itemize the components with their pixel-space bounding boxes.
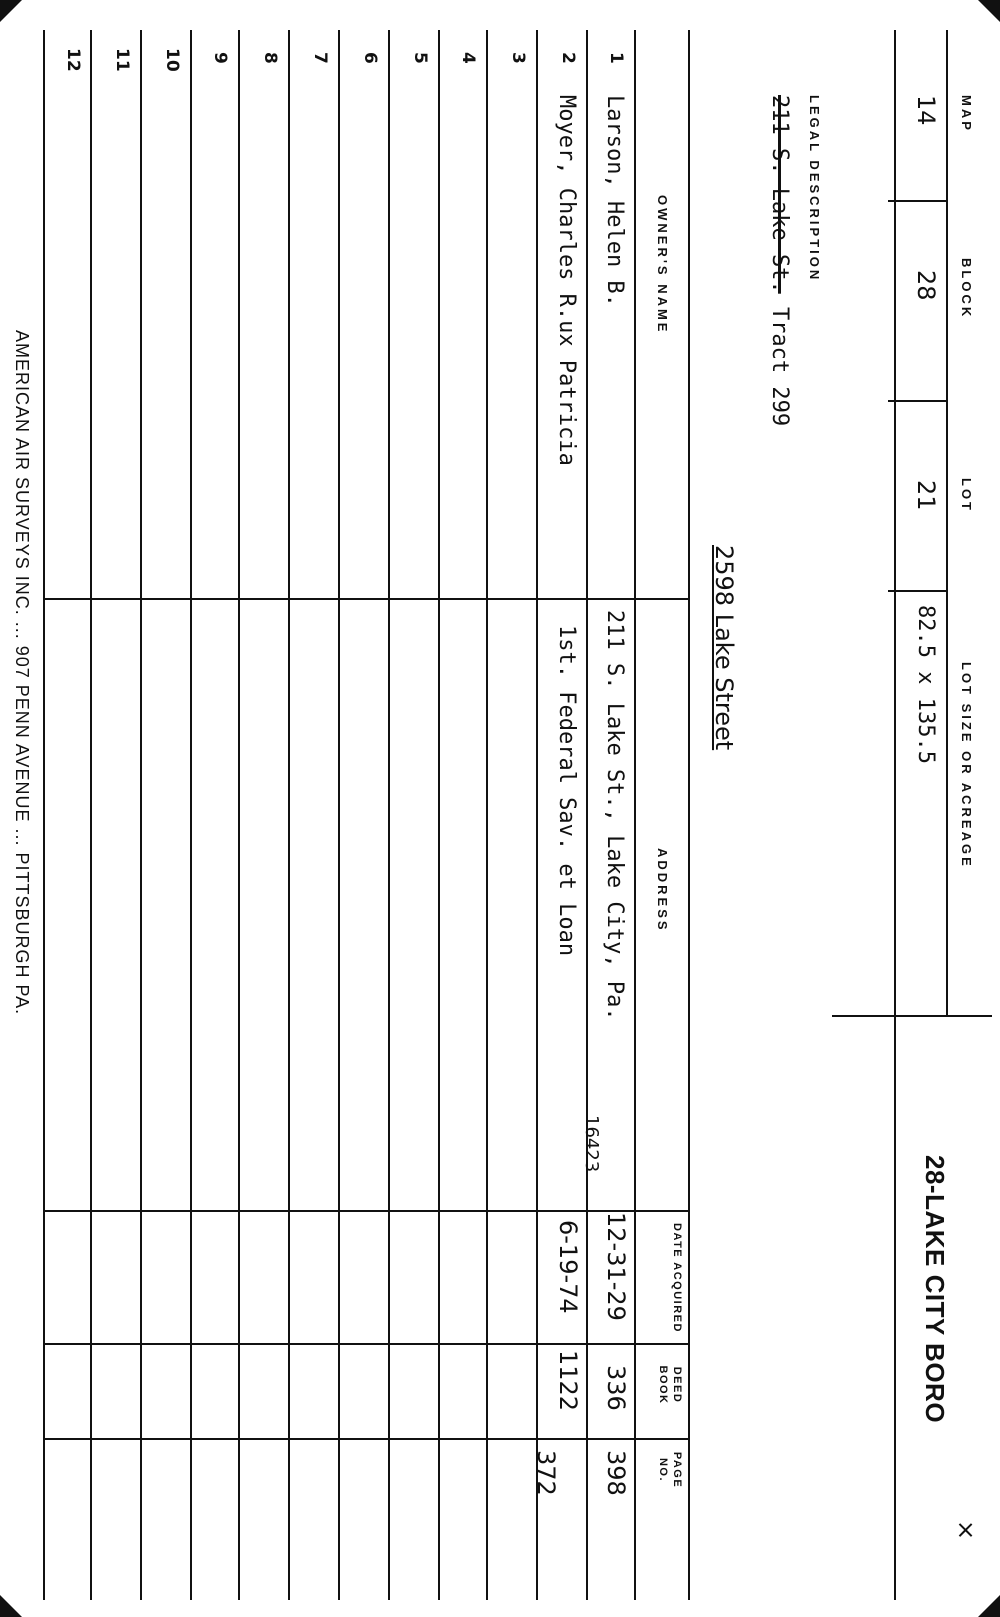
corner-top-left: [978, 0, 1000, 22]
new-address-note: [710, 545, 738, 750]
lot-label: LOT: [959, 478, 974, 513]
legal-description-value: [767, 95, 792, 426]
row-rule-1: [634, 30, 636, 1600]
row-rule-2: [586, 30, 588, 1600]
row-number: 3: [508, 52, 528, 64]
row-rule-13: [43, 30, 45, 1600]
date-column-header: DATE ACQUIRED: [671, 1223, 683, 1333]
lot-size-value: 82.5 x 135.5: [913, 605, 938, 764]
corner-bottom-left: [0, 0, 22, 22]
row-rule-6: [388, 30, 390, 1600]
date-cell: 12-31-29: [602, 1212, 630, 1321]
row-rule-9: [238, 30, 240, 1600]
row-rule-8: [288, 30, 290, 1600]
row-number: 10: [162, 48, 182, 72]
footer-publisher: AMERICAN AIR SURVEYS INC. ... 907 PENN AVENUE ... PITTSBURGH PA.: [12, 330, 32, 1016]
table-top-rule: [688, 30, 690, 1600]
header-div-3: [888, 590, 948, 592]
deed-cell: 336: [602, 1365, 630, 1411]
row-number: 12: [63, 48, 83, 72]
owner-cell: Larson, Helen B.: [602, 95, 627, 307]
row-rule-7: [338, 30, 340, 1600]
col-div-address: [44, 598, 690, 600]
page-column-header: PAGE NO.: [657, 1451, 683, 1489]
header-div-1: [888, 200, 948, 202]
corner-top-right: [978, 1595, 1000, 1617]
header-div-2: [888, 400, 948, 402]
row-number: 1: [606, 52, 626, 64]
header-rule: [946, 30, 948, 1015]
col-div-page: [44, 1438, 690, 1440]
lot-value: 21: [912, 480, 940, 511]
page-cell: 372: [532, 1450, 560, 1496]
row-number: 7: [310, 52, 330, 64]
owner-cell: Moyer, Charles R.ux Patricia: [554, 95, 579, 466]
row-rule-5: [438, 30, 440, 1600]
block-label: BLOCK: [959, 258, 974, 320]
address-cell: 211 S. Lake St., Lake City, Pa.: [602, 610, 627, 1021]
legal-struck-text: 211 S. Lake St.: [767, 95, 792, 294]
new-address-text: 2598 Lake Street: [710, 545, 738, 751]
row-rule-10: [190, 30, 192, 1600]
address-cell: 1st. Federal Sav. et Loan: [554, 625, 579, 957]
row-number: 9: [210, 52, 230, 64]
row-number: 8: [260, 52, 280, 64]
row-number: 11: [112, 48, 132, 72]
map-value: 14: [912, 95, 940, 126]
date-cell: 6-19-74: [554, 1220, 582, 1314]
top-rule: [894, 30, 896, 1600]
deed-cell: 1122: [554, 1350, 582, 1412]
address-column-header: ADDRESS: [655, 848, 670, 933]
row-number: 2: [558, 52, 578, 64]
corner-bottom-right: [0, 1595, 22, 1617]
row-number: 5: [410, 52, 430, 64]
page-title: 28-LAKE CITY BORO: [920, 1155, 950, 1424]
row-rule-11: [140, 30, 142, 1600]
row-rule-12: [90, 30, 92, 1600]
block-value: 28: [912, 270, 940, 301]
row-number: 6: [360, 52, 380, 64]
row-rule-4: [486, 30, 488, 1600]
page-cell: 398: [602, 1450, 630, 1496]
lot-size-label: LOT SIZE OR ACREAGE: [959, 662, 974, 869]
legal-tract-text: Tract 299: [767, 306, 792, 427]
corner-mark: ×: [952, 1520, 980, 1541]
legal-description-label: LEGAL DESCRIPTION: [807, 95, 822, 283]
row-number: 4: [458, 52, 478, 64]
col-div-date: [44, 1210, 690, 1212]
map-label: MAP: [959, 95, 974, 133]
col-div-deed: [44, 1343, 690, 1345]
zip-note: 16423: [581, 1115, 602, 1173]
owner-column-header: OWNER'S NAME: [655, 195, 670, 335]
title-divider: [832, 1015, 992, 1017]
row-rule-3: [536, 30, 538, 1600]
deed-column-header: DEED BOOK: [657, 1365, 683, 1405]
